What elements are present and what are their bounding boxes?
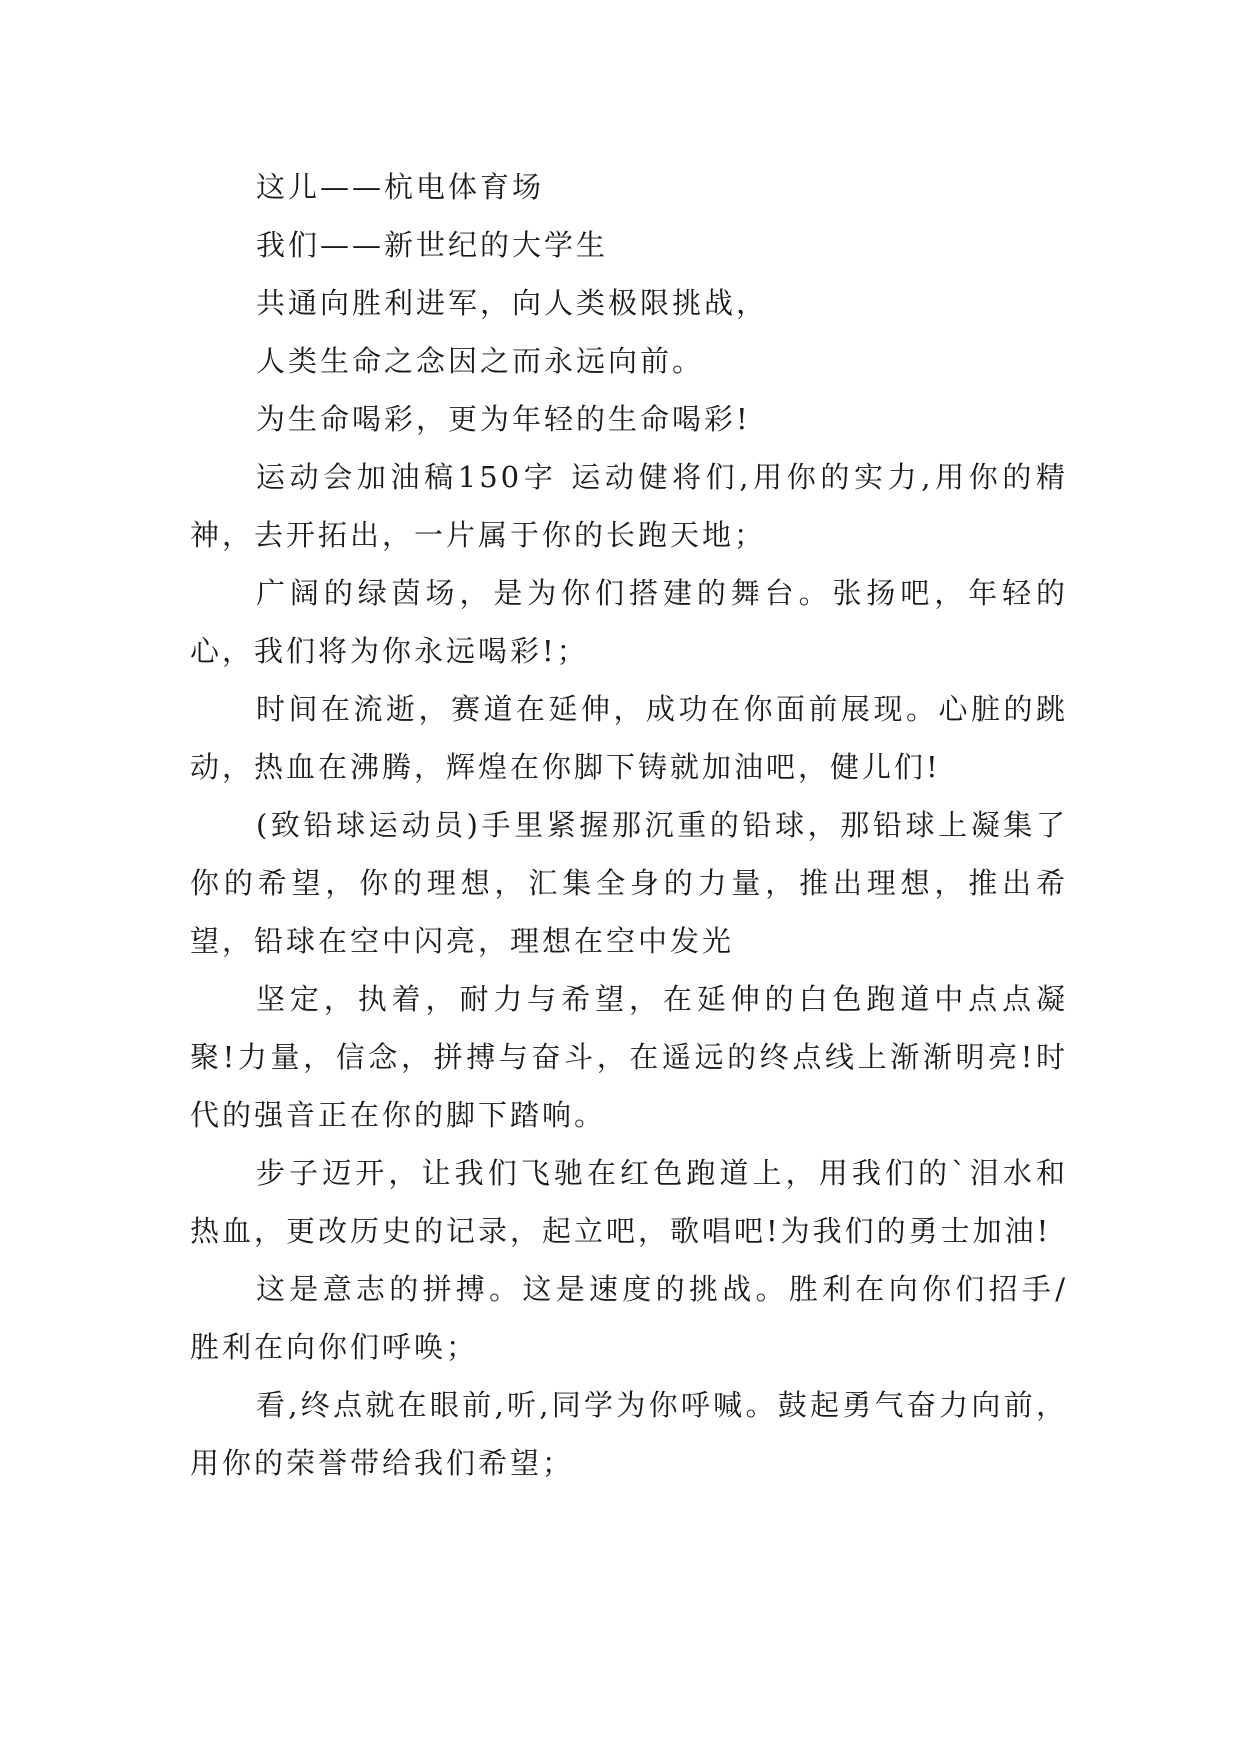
paragraph-5: 为生命喝彩，更为年轻的生命喝彩! bbox=[256, 402, 751, 436]
paragraph-2: 我们——新世纪的大学生 bbox=[256, 228, 609, 262]
paragraph-12: 这是意志的拼搏。这是速度的挑战。胜利在向你们招手/胜利在向你们呼唤； bbox=[190, 1272, 1068, 1364]
paragraph-8: 时间在流逝，赛道在延伸，成功在你面前展现。心脏的跳动，热血在沸腾，辉煌在你脚下铸就加油吧，健儿们! bbox=[190, 692, 1068, 784]
document-body bbox=[190, 158, 1068, 1492]
paragraph-1: 这儿——杭电体育场 bbox=[256, 170, 545, 204]
paragraph-13: 看,终点就在眼前,听,同学为你呼喊。鼓起勇气奋力向前，用你的荣誉带给我们希望； bbox=[190, 1388, 1068, 1480]
paragraph-10: 坚定，执着，耐力与希望，在延伸的白色跑道中点点凝聚!力量，信念，拼搏与奋斗，在遥远的终点线上渐渐明亮!时代的强音正在你的脚下踏响。 bbox=[190, 982, 1068, 1132]
paragraph-4: 人类生命之念因之而永远向前。 bbox=[256, 344, 705, 378]
paragraph-11: 步子迈开，让我们飞驰在红色跑道上，用我们的`泪水和热血，更改历史的记录，起立吧，歌唱吧!为我们的勇士加油! bbox=[190, 1156, 1068, 1248]
paragraph-3: 共通向胜利进军，向人类极限挑战， bbox=[256, 286, 769, 320]
paragraph-7: 广阔的绿茵场，是为你们搭建的舞台。张扬吧，年轻的心，我们将为你永远喝彩!； bbox=[190, 576, 1068, 668]
paragraph-6: 运动会加油稿150字 运动健将们,用你的实力,用你的精神，去开拓出，一片属于你的长跑天地； bbox=[190, 460, 1068, 552]
paragraph-9: (致铅球运动员)手里紧握那沉重的铅球，那铅球上凝集了你的希望，你的理想，汇集全身的力量，推出理想，推出希望，铅球在空中闪亮，理想在空中发光 bbox=[190, 808, 1068, 958]
